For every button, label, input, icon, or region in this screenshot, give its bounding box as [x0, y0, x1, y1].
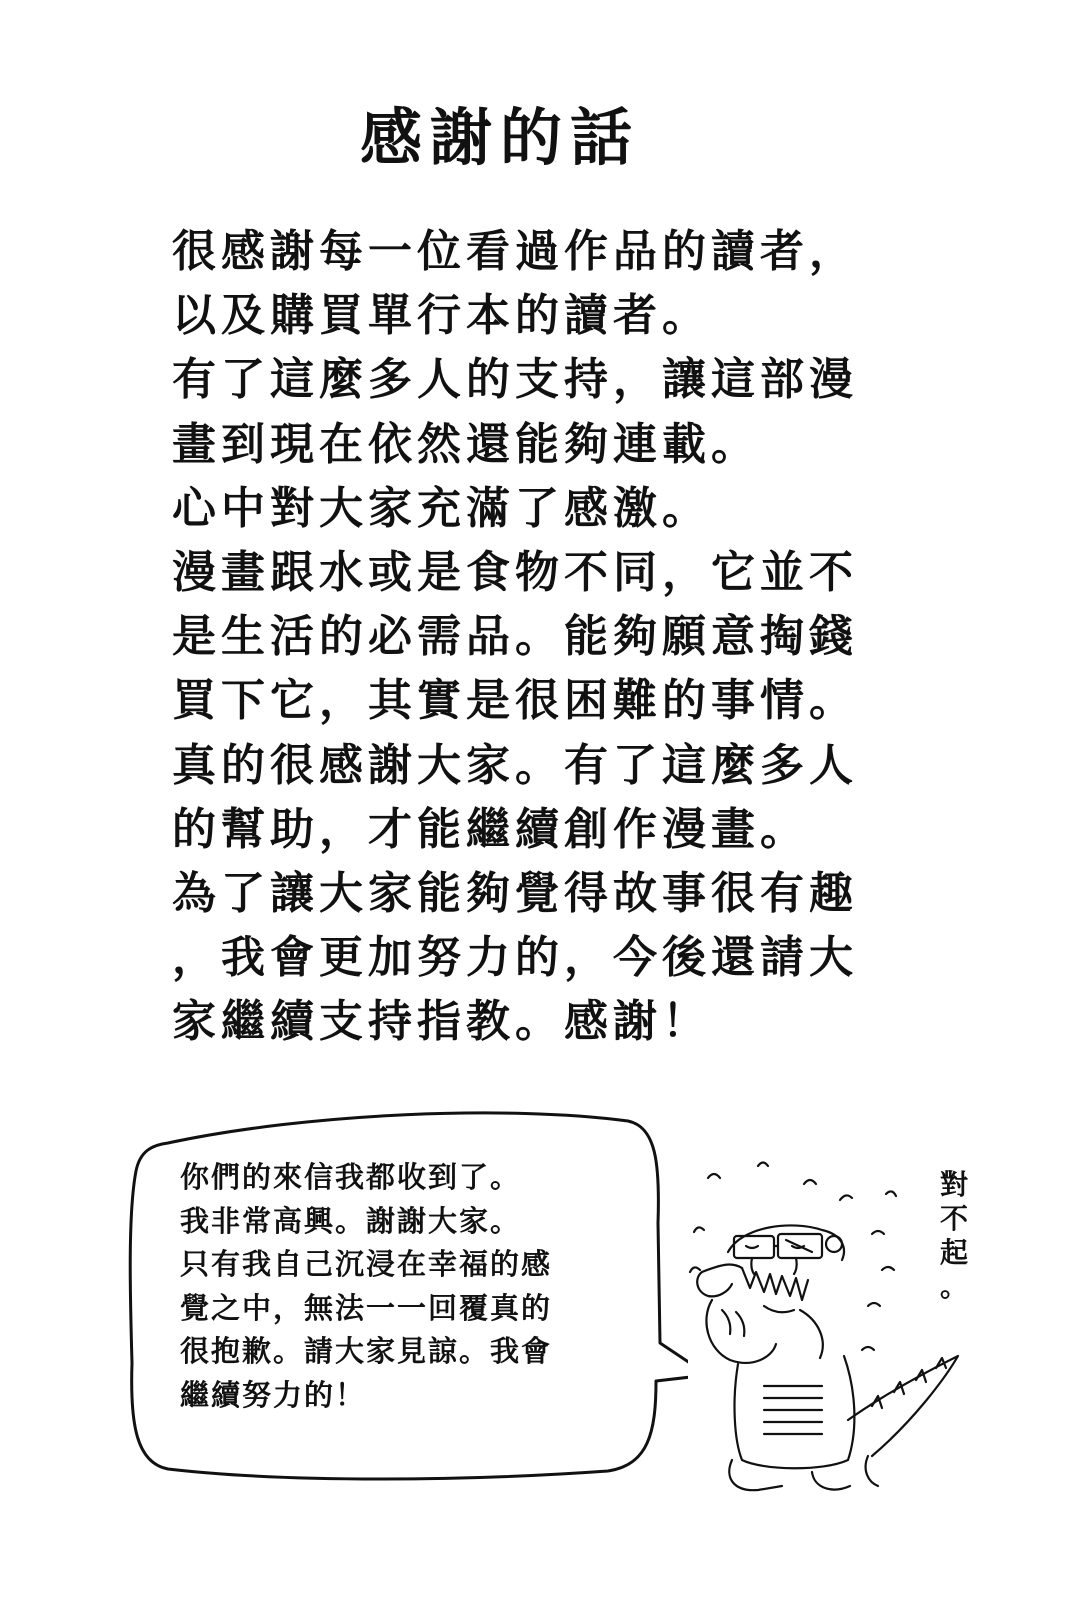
page-title: 感謝的話 — [359, 101, 640, 174]
caption-char: 不 — [939, 1202, 968, 1235]
body-line: 為了讓大家能夠覺得故事很有趣 — [172, 867, 858, 919]
body-line: 很感謝每一位看過作品的讀者， — [172, 226, 858, 277]
bubble-line: 只有我自己沉浸在幸福的感 — [180, 1247, 553, 1281]
body-line: 漫畫跟水或是食物不同，它並不 — [172, 546, 858, 598]
body-line: 有了這麼多人的支持，讓這部漫 — [172, 354, 858, 406]
caption-char: 起 — [939, 1236, 968, 1269]
body-line: 家繼續支持指教。感謝！ — [172, 996, 711, 1048]
bubble-line: 繼續努力的！ — [180, 1377, 367, 1412]
bubble-line: 很抱歉。請大家見諒。我會 — [180, 1334, 553, 1368]
caption-char: 對 — [939, 1168, 968, 1201]
body-line: 以及購買單行本的讀者。 — [172, 290, 711, 342]
body-line: 買下它，其實是很困難的事情。 — [172, 675, 858, 727]
thanks-body — [172, 220, 932, 1054]
crocodile-mascot-icon — [672, 1160, 972, 1520]
speech-bubble-text — [180, 1156, 630, 1417]
caption-char: 。 — [939, 1270, 968, 1303]
body-line: 畫到現在依然還能夠連載。 — [172, 418, 760, 470]
body-line: 真的很感謝大家。有了這麼多人 — [172, 739, 858, 791]
body-line: ，我會更加努力的，今後還請大 — [172, 932, 858, 984]
body-line: 是生活的必需品。能夠願意掏錢 — [172, 611, 858, 663]
bubble-line: 我非常高興。謝謝大家。 — [180, 1203, 522, 1238]
body-line: 心中對大家充滿了感激。 — [172, 482, 711, 534]
body-line: 的幫助，才能繼續創作漫畫。 — [172, 803, 809, 855]
bubble-line: 你們的來信我都收到了。 — [180, 1160, 522, 1194]
bubble-line: 覺之中，無法一一回覆真的 — [180, 1290, 553, 1325]
